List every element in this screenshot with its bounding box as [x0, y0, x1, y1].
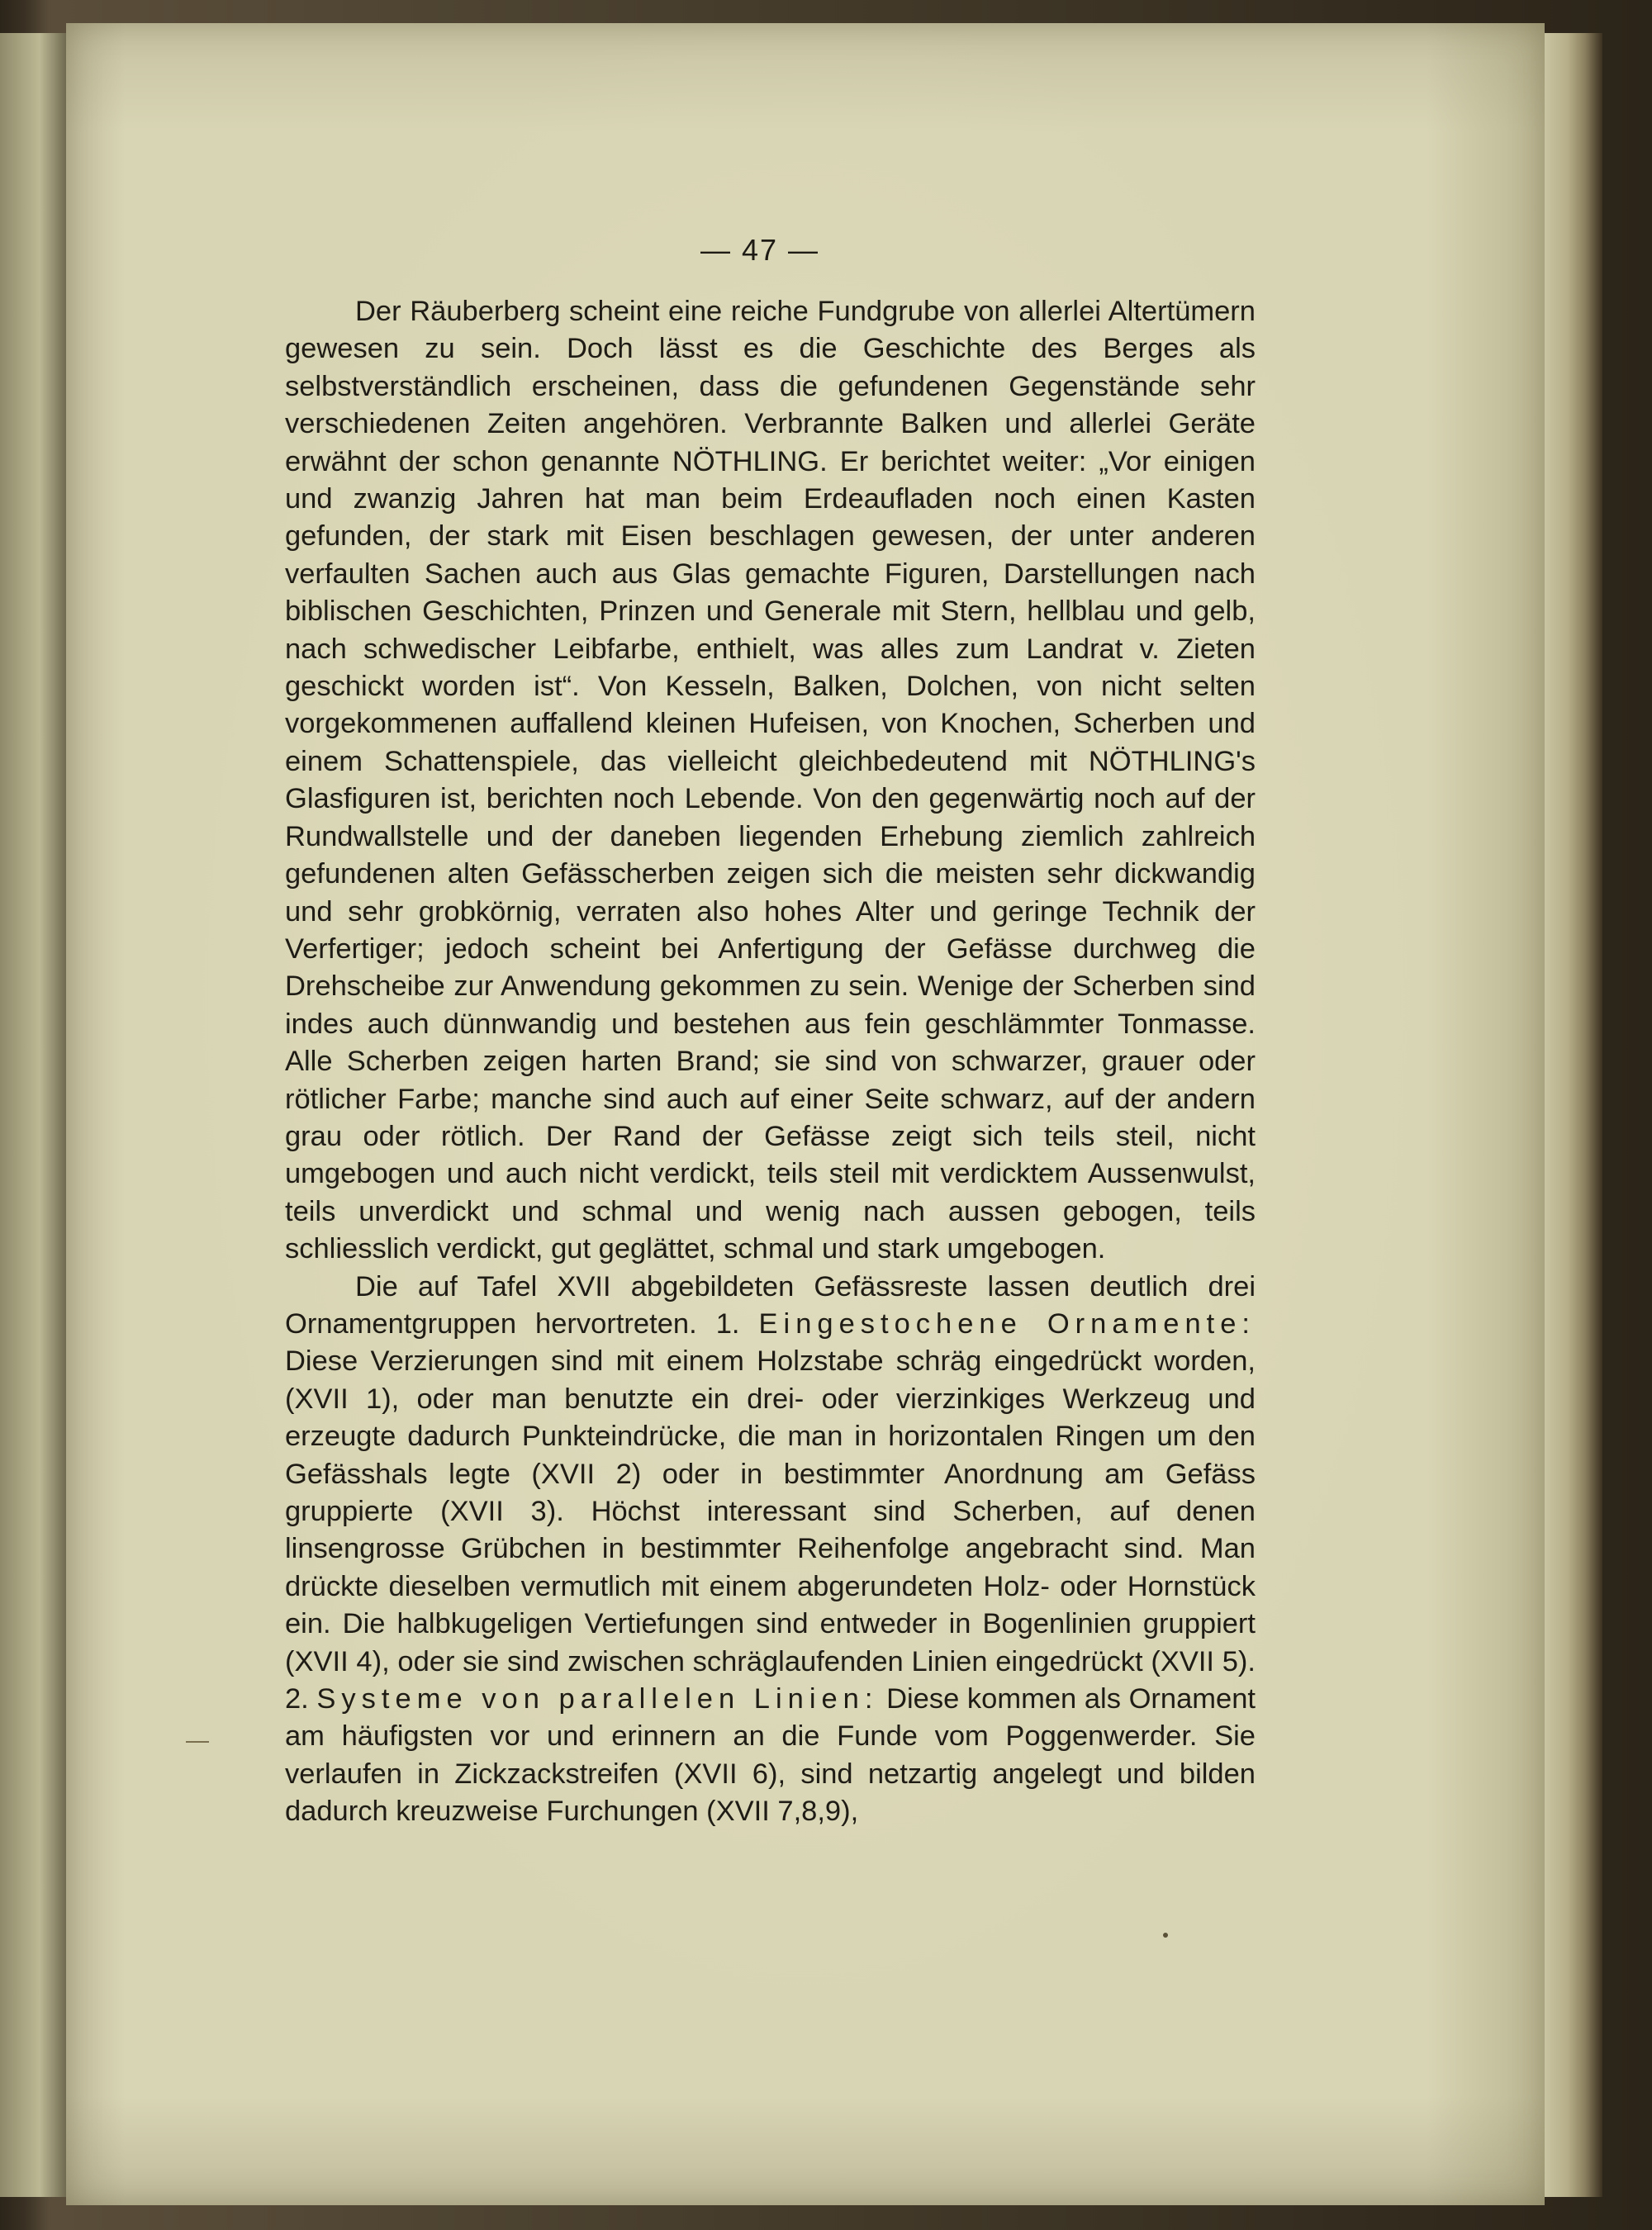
paragraph-2 — [285, 1269, 1256, 1831]
paragraph-2-text-b: Diese Verzierungen sind mit einem Holzstabe schräg eingedrückt worden, (XVII 1), oder man benutzte ein drei- oder vierzinkiges Werkzeug und erzeugte dadurch Punkteindrücke, die man in horizontalen Ringen um den Gefässhals legte (XVII 2) oder in bestimmter Anordnung am Gefäss gruppierte (XVII 3). Höchst interessant sind Scherben, auf denen linsengrosse Grübchen in bestimmter Reihenfolge angebracht sind. Man drückte dieselben vermutlich mit einem abgerundeten Holz- oder Hornstück ein. Die halbkugeligen Vertiefungen sind entweder in Bogenlinien gruppiert (XVII 4), oder sie sind zwischen schräglaufenden Linien eingedrückt (XVII 5). 2. — [285, 1345, 1256, 1715]
paragraph-2-text-c: Diese kommen als Ornament am häufigsten vor und erinnern an die Funde vom Poggenwerder. Sie verlaufen in Zickzackstreifen (XVII 6), sind netzartig angelegt und bilden dadurch kreuzweise Furchungen (XVII 7,8,9), — [285, 1683, 1256, 1828]
page-stack-edge — [1545, 33, 1602, 2197]
body-text — [285, 293, 1256, 1831]
paragraph-2-heading-ornamente: Eingestochene Ornamente: — [758, 1307, 1256, 1340]
paragraph-1-text: Der Räuberberg scheint eine reiche Fundgrube von allerlei Altertümern gewesen zu sein. Doch lässt es die Geschichte des Berges als selbstverständlich erscheinen, dass die gefundenen Gegenstände sehr verschiedenen Zeiten angehören. Verbrannte Balken und allerlei Geräte erwähnt der schon genannte NÖTHLING. Er berichtet weiter: „Vor einigen und zwanzig Jahren hat man beim Erdeaufladen noch einen Kasten gefunden, der stark mit Eisen beschlagen gewesen, der unter anderen verfaulten Sachen auch aus Glas gemachte Figuren, Darstellungen nach biblischen Geschichten, Prinzen und Generale mit Stern, hellblau und gelb, nach schwedischer Leibfarbe, enthielt, was alles zum Landrat v. Zieten geschickt worden ist“. Von Kesseln, Balken, Dolchen, von nicht selten vorgekommenen auffallend kleinen Hufeisen, von Knochen, Scherben und einem Schattenspiele, das vielleicht gleichbedeutend mit NÖTHLING's Glasfiguren ist, berichten noch Lebende. Von den gegenwärtig noch auf der Rundwallstelle und der daneben liegenden Erhebung ziemlich zahlreich gefundenen alten Gefässcherben zeigen sich die meisten sehr dickwandig und sehr grobkörnig, verraten also hohes Alter und geringe Technik der Verfertiger; jedoch scheint bei Anfertigung der Gefässe durchweg die Drehscheibe zur Anwendung gekommen zu sein. Wenige der Scherben sind indes auch dünnwandig und bestehen aus fein geschlämmter Tonmasse. Alle Scherben zeigen harten Brand; sie sind von schwarzer, grauer oder rötlicher Farbe; manche sind auch auf einer Seite schwarz, auf der andern grau oder rötlich. Der Rand der Gefässe zeigt sich teils steil, nicht umgebogen und auch nicht verdickt, teils steil mit verdicktem Aussenwulst, teils unverdickt und schmal und wenig nach aussen gebogen, teils schliesslich verdickt, gut geglättet, schmal und stark umgebogen. — [285, 296, 1256, 1265]
ink-dot — [1163, 1933, 1168, 1938]
page-number: — 47 — — [700, 233, 820, 267]
margin-mark — [186, 1741, 209, 1743]
paragraph-1 — [285, 293, 1256, 1269]
paragraph-2-text-a: Die auf Tafel XVII abgebildeten Gefässreste lassen deutlich drei Ornamentgruppen hervortreten. 1. — [285, 1270, 1256, 1340]
paragraph-2-heading-linien: Systeme von parallelen Linien: — [316, 1683, 879, 1715]
left-page-edge — [0, 33, 69, 2197]
